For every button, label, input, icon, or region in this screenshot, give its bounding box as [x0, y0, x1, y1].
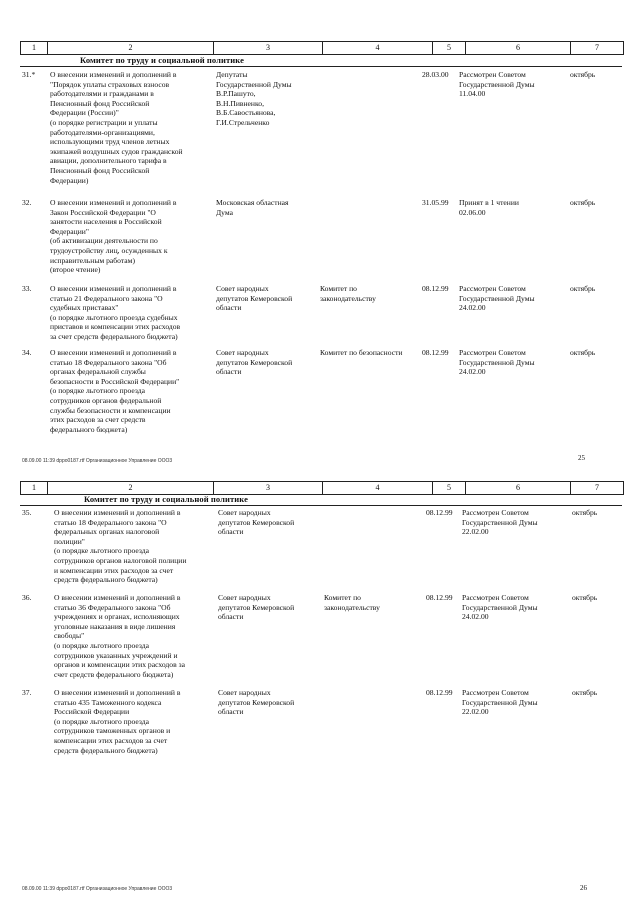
planned-month: октябрь: [572, 688, 598, 697]
bill-author: Совет народных депутатов Кемеровской области: [216, 348, 293, 377]
column-header: 5: [433, 42, 466, 54]
bill-title: О внесении изменений и дополнений в "Порядок уплаты страховых взносов работодателями и гражданами в Пенсионный фонд Российской Федерации (России)" (о порядке регистрации и уплаты работодателями-организациями, использующими труд членов летных экипажей воздушных судов гражданской авиации, дополнительного тарифа в Пенсионный фонд Российской Федерации): [50, 70, 183, 185]
committee-heading: Комитет по труду и социальной политике: [80, 55, 244, 65]
bill-title: О внесении изменений и дополнений в статью 18 Федерального закона "Об органах федеральной службы безопасности в Российской Федерации" (о порядке льготного проезда сотрудников органов федеральной службы безопасности и компенсации этих расходов за счет средств федерального бюджета): [50, 348, 180, 434]
submission-date: 08.12.99: [422, 284, 449, 293]
bill-status: Рассмотрен Советом Государственной Думы 24.02.00: [459, 348, 535, 377]
bill-title: О внесении изменений и дополнений в Закон Российской Федерации "О занятости населения в Российской Федерации" (об активизации деятельности по трудоустройству лиц, осужденных к исправительным работам) (второе чтение): [50, 198, 177, 275]
responsible-committee: Комитет по законодательству: [324, 593, 380, 612]
row-number: 35.: [22, 508, 32, 517]
column-header: 1: [21, 482, 48, 494]
page-footer: 08.09.00 11:39 dppo0187.rtf Организационное Управление ООО3: [22, 886, 173, 892]
planned-month: октябрь: [572, 508, 598, 517]
bill-author: Совет народных депутатов Кемеровской области: [216, 284, 293, 313]
submission-date: 08.12.99: [426, 688, 453, 697]
bill-title: О внесении изменений и дополнений в статью 18 Федерального закона "О федеральных органах налоговой полиции" (о порядке льготного проезда сотрудников органов налоговой полиции и компенсации этих расходов за счет средств федерального бюджета): [54, 508, 187, 585]
row-number: 37.: [22, 688, 32, 697]
row-number: 36.: [22, 593, 32, 602]
row-number: 32.: [22, 198, 32, 207]
bill-author: Совет народных депутатов Кемеровской области: [218, 688, 295, 717]
row-number: 34.: [22, 348, 32, 357]
bill-status: Рассмотрен Советом Государственной Думы 24.02.00: [462, 593, 538, 622]
column-header: 7: [595, 43, 599, 52]
planned-month: октябрь: [570, 348, 596, 357]
page-number: 25: [578, 454, 585, 462]
column-header: 2: [48, 42, 214, 54]
column-header: 5: [433, 482, 466, 494]
planned-month: октябрь: [570, 198, 596, 207]
divider: [20, 505, 622, 506]
column-header: 6: [466, 482, 571, 494]
responsible-committee: Комитет по безопасности: [320, 348, 403, 357]
column-header: 4: [323, 482, 433, 494]
bill-status: Рассмотрен Советом Государственной Думы 22.02.00: [462, 508, 538, 537]
column-header-row: [20, 481, 624, 495]
bill-status: Рассмотрен Советом Государственной Думы 11.04.00: [459, 70, 535, 99]
submission-date: 28.03.00: [422, 70, 449, 79]
submission-date: 31.05.99: [422, 198, 449, 207]
bill-status: Рассмотрен Советом Государственной Думы 24.02.00: [459, 284, 535, 313]
bill-title: О внесении изменений и дополнений в статью 21 Федерального закона "О судебных приставах" (о порядке льготного проезда судебных приставов и компенсации этих расходов за счет средств федерального бюджета): [50, 284, 181, 341]
submission-date: 08.12.99: [426, 593, 453, 602]
column-header: 3: [214, 42, 323, 54]
column-header: 6: [466, 42, 571, 54]
submission-date: 08.12.99: [426, 508, 453, 517]
bill-author: Московская областная Дума: [216, 198, 289, 217]
column-header: 2: [48, 482, 214, 494]
bill-status: Принят в 1 чтении 02.06.00: [459, 198, 519, 217]
column-header: 1: [21, 42, 48, 54]
planned-month: октябрь: [570, 70, 596, 79]
row-number: 33.: [22, 284, 32, 293]
bill-author: Совет народных депутатов Кемеровской области: [218, 508, 295, 537]
column-header: 3: [214, 482, 323, 494]
page-number: 26: [580, 884, 587, 892]
row-number: 31.*: [22, 70, 36, 79]
bill-author: Депутаты Государственной Думы В.Р.Пашуто, В.Н.Пивненко, В.Б.Савостьянова, Г.И.Стрельченко: [216, 70, 292, 127]
bill-title: О внесении изменений и дополнений в статью 36 Федерального закона "Об учреждениях и органах, исполняющих уголовные наказания в виде лишения свободы" (о порядке льготного проезда сотрудников указанных учреждений и органов и компенсации этих расходов за счет средств федерального бюджета): [54, 593, 185, 679]
submission-date: 08.12.99: [422, 348, 449, 357]
committee-heading: Комитет по труду и социальной политике: [84, 494, 248, 504]
responsible-committee: Комитет по законодательству: [320, 284, 376, 303]
column-header: 4: [323, 42, 433, 54]
bill-status: Рассмотрен Советом Государственной Думы 22.02.00: [462, 688, 538, 717]
planned-month: октябрь: [572, 593, 598, 602]
page-footer: 08.09.00 11:39 dppo0187.rtf Организационное Управление ООО3: [22, 458, 173, 464]
planned-month: октябрь: [570, 284, 596, 293]
column-header: 7: [595, 483, 599, 492]
bill-title: О внесении изменений и дополнений в статью 435 Таможенного кодекса Российской Федерации (о порядке льготного проезда сотрудников таможенных органов и компенсации этих расходов за счет средств федерального бюджета): [54, 688, 181, 755]
bill-author: Совет народных депутатов Кемеровской области: [218, 593, 295, 622]
